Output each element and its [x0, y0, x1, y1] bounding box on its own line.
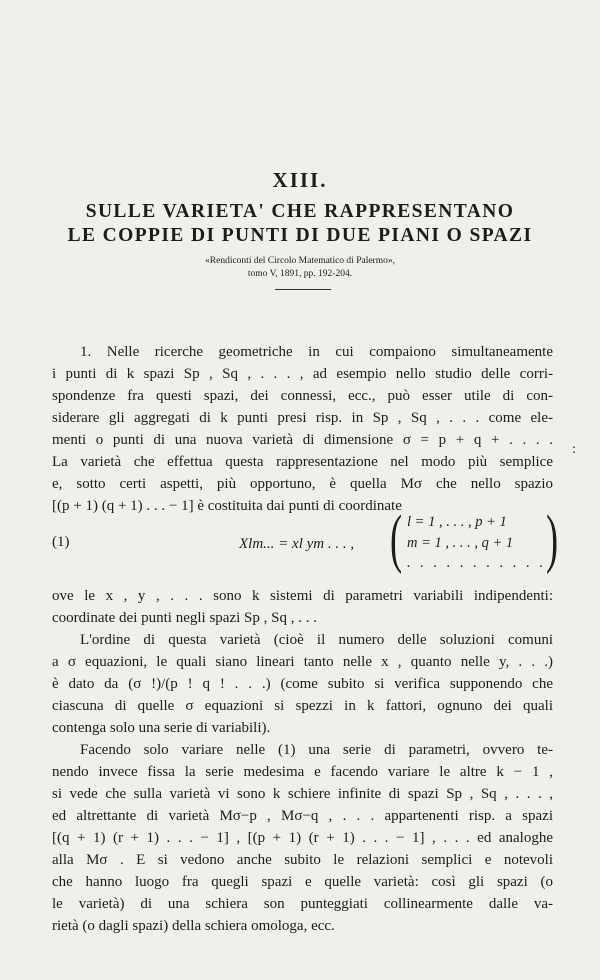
body-line: spondenze fra questi spazi, dei connessi, ecc., può esser utile di con-: [52, 388, 553, 404]
body-line: siderare gli aggregati di k punti presi risp. in Sp , Sq , . . . come ele-: [52, 410, 553, 426]
equation-number: (1): [52, 534, 70, 550]
body-line: i punti di k spazi Sp , Sq , . . . , ad esempio nello studio delle corri-: [52, 366, 553, 382]
citation-line-2: tomo V, 1891, pp. 192-204.: [247, 269, 353, 279]
body-line: ove le x , y , . . . sono k sistemi di parametri variabili indipendenti:: [52, 588, 553, 604]
body-line: L'ordine di questa varietà (cioè il numero delle soluzioni comuni: [80, 632, 553, 648]
chapter-number: XIII.: [272, 168, 328, 192]
title-line-1: SULLE VARIETA' CHE RAPPRESENTANO: [85, 201, 515, 222]
body-line: si vede che sulla varietà vi sono k schiere infinite di spazi Sp , Sq , . . . ,: [52, 786, 553, 802]
title-line-2: LE COPPIE DI PUNTI DI DUE PIANI O SPAZI: [67, 225, 533, 246]
body-line: [(p + 1) (q + 1) . . . − 1] è costituita dai punti di coordinate: [52, 498, 402, 514]
body-line: La varietà che effettua questa rappresentazione nel modo più semplice: [52, 454, 553, 470]
body-line: nendo invece fissa la serie medesima e facendo variare le altre k − 1 ,: [52, 764, 553, 780]
body-line: a σ equazioni, le quali siano lineari tanto nelle x , quanto nelle y, . . .): [52, 654, 553, 670]
condition-l: l = 1 , . . . , p + 1: [407, 514, 507, 530]
body-line: alla Mσ . E si vedono anche subito le relazioni semplici e notevoli: [52, 852, 553, 868]
body-line: menti o punti di una nuova varietà di dimensione σ = p + q + . . . .: [52, 432, 553, 448]
right-paren: ): [545, 502, 559, 575]
body-line: che hanno luogo fra quegli spazi e quelle varietà: così gli spazi (o: [52, 874, 553, 890]
equation-body: Xlm... = xl ym . . . ,: [239, 536, 355, 552]
body-line: rietà (o dagli spazi) della schiera omologa, ecc.: [52, 918, 335, 934]
left-paren: (: [389, 502, 403, 575]
body-line: 1. Nelle ricerche geometriche in cui compaiono simultaneamente: [80, 344, 553, 360]
title-divider: [275, 289, 331, 290]
body-line: e, sotto certi aspetti, più opportuno, è quella Mσ che nello spazio: [52, 476, 553, 492]
body-line: le varietà) di una schiera son punteggiati collinearmente dalle va-: [52, 896, 553, 912]
body-line: contenga solo una serie di variabili).: [52, 720, 271, 736]
condition-dots: . . . . . . . . . . .: [407, 555, 547, 571]
condition-m: m = 1 , . . . , q + 1: [407, 535, 514, 551]
citation-line-1: «Rendiconti del Circolo Matematico di Palermo»,: [205, 256, 395, 266]
body-line: coordinate dei punti negli spazi Sp , Sq , . . .: [52, 610, 317, 626]
equation-conditions: [389, 502, 559, 579]
body-line: ed altrettante di varietà Mσ−p , Mσ−q , . . . appartenenti risp. a spazi: [52, 808, 553, 824]
body-line: Facendo solo variare nelle (1) una serie di parametri, ovvero te-: [80, 742, 553, 758]
body-line: è dato da (σ !)/(p ! q ! . . .) (come subito si verifica supponendo che: [52, 676, 553, 692]
body-line: ciascuna di quelle σ equazioni si spezzi in k fattori, ognuno dei quali: [52, 698, 553, 714]
margin-mark: :: [572, 442, 576, 457]
body-line: [(q + 1) (r + 1) . . . − 1] , [(p + 1) (r + 1) . . . − 1] , . . . ed analoghe: [52, 830, 553, 846]
